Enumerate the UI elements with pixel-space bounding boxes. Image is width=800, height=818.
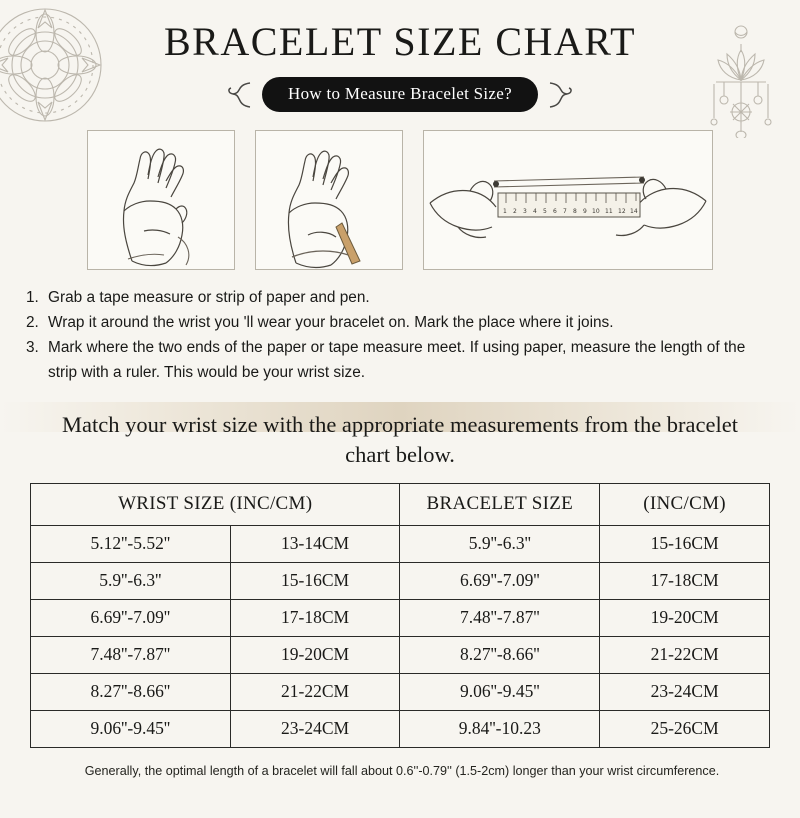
- measuring-strip-with-ruler-photo: [423, 130, 713, 270]
- column-header-bracelet-units: (INC/CM): [600, 484, 770, 526]
- cell-wrist-inches: 5.9''-6.3'': [31, 563, 231, 600]
- cell-wrist-cm: 13-14CM: [230, 526, 400, 563]
- instructions-list: [26, 286, 770, 386]
- cell-bracelet-cm: 15-16CM: [600, 526, 770, 563]
- cell-wrist-cm: 17-18CM: [230, 600, 400, 637]
- step-number: 1.: [26, 289, 39, 306]
- svg-text:3: 3: [523, 208, 527, 215]
- table-row: [31, 563, 770, 600]
- step-text: Grab a tape measure or strip of paper and pen.: [48, 289, 370, 306]
- column-header-bracelet-size: BRACELET SIZE: [400, 484, 600, 526]
- svg-text:8: 8: [573, 208, 577, 215]
- step-text: Wrap it around the wrist you 'll wear your bracelet on. Mark the place where it joins.: [48, 313, 614, 331]
- cell-bracelet-cm: 25-26CM: [600, 711, 770, 748]
- svg-text:9: 9: [583, 208, 587, 215]
- cell-bracelet-inches: 5.9''-6.3'': [400, 526, 600, 563]
- cell-wrist-inches: 8.27''-8.66'': [31, 674, 231, 711]
- svg-text:10: 10: [592, 208, 600, 215]
- cell-bracelet-inches: 6.69''-7.09'': [400, 563, 600, 600]
- table-row: [31, 600, 770, 637]
- svg-text:14: 14: [630, 208, 638, 215]
- hand-wrapping-wrist-photo: [255, 130, 403, 270]
- how-to-measure-badge: How to Measure Bracelet Size?: [262, 77, 538, 112]
- table-header-row: [31, 484, 770, 526]
- cell-bracelet-inches: 9.84''-10.23: [400, 711, 600, 748]
- cell-wrist-cm: 19-20CM: [230, 637, 400, 674]
- table-row: [31, 526, 770, 563]
- svg-text:12: 12: [618, 208, 626, 215]
- cell-wrist-inches: 9.06''-9.45'': [31, 711, 231, 748]
- svg-text:11: 11: [605, 208, 613, 215]
- right-flourish-icon: [548, 80, 574, 110]
- hand-with-tape-measure-photo: [87, 130, 235, 270]
- table-row: [31, 637, 770, 674]
- cell-bracelet-cm: 19-20CM: [600, 600, 770, 637]
- cell-wrist-cm: 21-22CM: [230, 674, 400, 711]
- cell-bracelet-cm: 17-18CM: [600, 563, 770, 600]
- svg-text:5: 5: [543, 208, 547, 215]
- cell-wrist-inches: 6.69''-7.09'': [31, 600, 231, 637]
- footnote-text: Generally, the optimal length of a bracelet will fall about 0.6''-0.79'' (1.5-2cm) longer than your wrist circumference.: [84, 764, 720, 779]
- cell-wrist-inches: 7.48''-7.87'': [31, 637, 231, 674]
- table-row: [31, 674, 770, 711]
- list-item: [26, 311, 770, 336]
- match-instruction-heading: Match your wrist size with the appropriate measurements from the bracelet chart below.: [61, 411, 738, 467]
- svg-text:1: 1: [503, 208, 507, 215]
- step-number: 3.: [26, 338, 39, 356]
- list-item: [26, 286, 770, 311]
- svg-text:4: 4: [533, 208, 537, 215]
- cell-bracelet-inches: 8.27''-8.66'': [400, 637, 600, 674]
- left-flourish-icon: [226, 80, 252, 110]
- svg-text:2: 2: [513, 208, 517, 215]
- cell-wrist-cm: 15-16CM: [230, 563, 400, 600]
- cell-bracelet-inches: 9.06''-9.45'': [400, 674, 600, 711]
- cell-wrist-cm: 23-24CM: [230, 711, 400, 748]
- column-header-wrist-size: WRIST SIZE (INC/CM): [31, 484, 400, 526]
- cell-bracelet-cm: 21-22CM: [600, 637, 770, 674]
- step-number: 2.: [26, 313, 39, 331]
- svg-text:6: 6: [553, 208, 557, 215]
- list-item: [26, 336, 770, 386]
- table-row: [31, 711, 770, 748]
- page-title: BRACELET SIZE CHART: [163, 19, 637, 64]
- size-chart-table: [30, 483, 770, 748]
- step-text: Mark where the two ends of the paper or tape measure meet. If using paper, measure the length of the strip with a ruler. This would be your wrist size.: [48, 338, 746, 381]
- cell-bracelet-cm: 23-24CM: [600, 674, 770, 711]
- subtitle-row: [0, 77, 800, 112]
- cell-wrist-inches: 5.12''-5.52'': [31, 526, 231, 563]
- cell-bracelet-inches: 7.48''-7.87'': [400, 600, 600, 637]
- instruction-photo-row: [0, 130, 800, 270]
- svg-text:7: 7: [563, 208, 567, 215]
